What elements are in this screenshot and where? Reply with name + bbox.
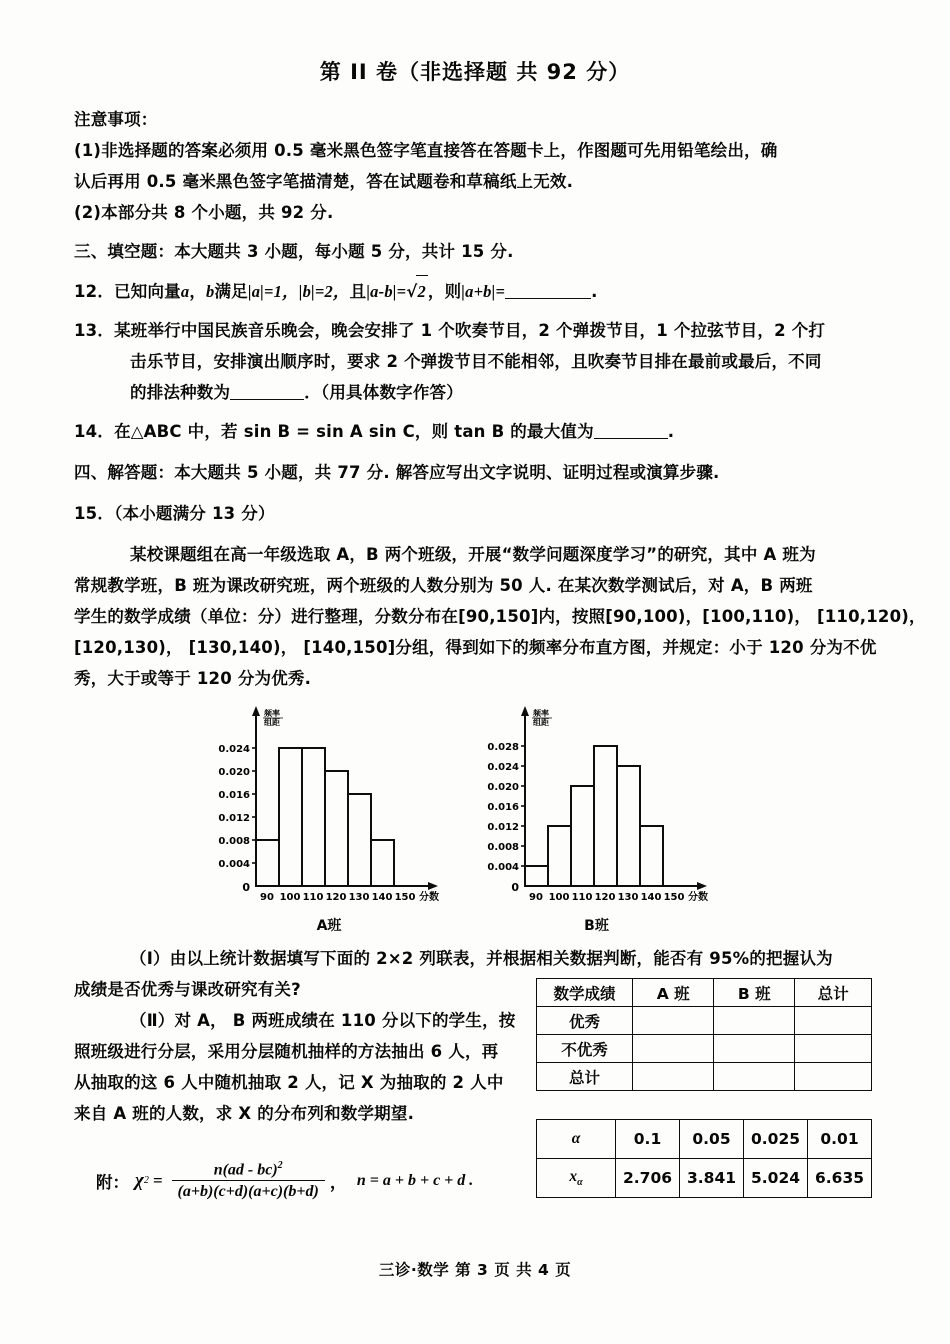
table-row — [537, 1120, 872, 1159]
contingency-cell-0-0[interactable] — [633, 1007, 714, 1035]
critical-alpha-0: 0.1 — [616, 1120, 680, 1159]
table-header-row — [537, 979, 872, 1007]
formula-numerator-text: n(ad - bc) — [213, 1161, 278, 1179]
contingency-header-0: 数学成绩 — [537, 979, 633, 1007]
q15-part-2-line-1: （Ⅱ）对 A， B 两班成绩在 110 分以下的学生，按 — [130, 1011, 516, 1030]
q12-vector-b: b — [206, 282, 215, 301]
x-tick-b-4: 120 — [594, 892, 616, 903]
contingency-row-2-label: 总计 — [537, 1063, 633, 1091]
q12-text-b: 满足 — [214, 282, 248, 301]
q13-answer-blank[interactable] — [230, 399, 304, 400]
table-row — [537, 1063, 872, 1091]
x-tick-a-3: 110 — [302, 892, 324, 903]
contingency-cell-1-2[interactable] — [795, 1035, 872, 1063]
q12-number: 12． — [74, 282, 115, 301]
formula-numerator — [172, 1160, 325, 1180]
formula-prefix: 附： — [96, 1172, 129, 1192]
notes-item-3: (2)本部分共 8 个小题，共 92 分. — [74, 203, 334, 222]
q12-text-d: ，则 — [427, 282, 462, 301]
y-axis-label-b-bottom: 组距 — [533, 718, 549, 727]
contingency-cell-2-1[interactable] — [714, 1063, 795, 1091]
contingency-cell-0-1[interactable] — [714, 1007, 795, 1035]
q13-text-3a: 的排法种数为 — [130, 383, 231, 402]
table-row — [537, 1007, 872, 1035]
y-tick-b-3: 0.012 — [487, 822, 519, 833]
histogram-class-b — [469, 704, 724, 935]
histogram-class-b-svg — [469, 704, 724, 909]
q15-body-line-1: 某校课题组在高一年级选取 A，B 两个班级，开展“数学问题深度学习”的研究，其中 A 班为 — [130, 545, 816, 564]
formula-tail: n = a + b + c + d . — [356, 1171, 474, 1189]
question-13-line-2: 击乐节目，安排演出顺序时，要求 2 个弹拨节目不能相邻，且吹奏节目排在最前或最后，不同 — [130, 352, 822, 371]
contingency-header-1: A 班 — [633, 979, 714, 1007]
critical-value-3: 6.635 — [808, 1159, 872, 1198]
question-13-line-3 — [74, 377, 880, 408]
contingency-row-0-label: 优秀 — [537, 1007, 633, 1035]
critical-x-symbol: x — [569, 1167, 578, 1185]
critical-x-subscript: α — [577, 1177, 583, 1189]
y-axis-label-a-bottom: 组距 — [264, 718, 280, 727]
q12-cond-2: |b|=2， — [298, 282, 350, 301]
q12-comma: ， — [189, 282, 207, 301]
q15-body-line-2: 常规教学班，B 班为课改研究班，两个班级的人数分别为 50 人. 在某次数学测试后，对 A，B 两班 — [74, 576, 813, 595]
notes-item-1: (1)非选择题的答案必须用 0.5 毫米黑色签字笔直接答在答题卡上，作图题可先用铅笔绘出，确 — [74, 141, 778, 160]
notes-item-2: 认后再用 0.5 毫米黑色签字笔描清楚，答在试题卷和草稿纸上无效. — [74, 172, 574, 191]
contingency-row-1-label: 不优秀 — [537, 1035, 633, 1063]
contingency-header-3: 总计 — [795, 979, 872, 1007]
q15-number: 15． — [74, 504, 115, 523]
formula-fraction — [172, 1160, 325, 1201]
y-tick-a-5: 0.020 — [218, 767, 250, 778]
q14-answer-blank[interactable] — [594, 438, 668, 439]
y-tick-a-6: 0.024 — [218, 744, 250, 755]
x-tick-b-7: 150 — [663, 892, 685, 903]
contingency-cell-2-2[interactable] — [795, 1063, 872, 1091]
formula-denominator: (a+b)(c+d)(a+c)(b+d) — [172, 1180, 325, 1201]
contingency-cell-1-0[interactable] — [633, 1035, 714, 1063]
q12-cond-1: |a|=1， — [247, 282, 299, 301]
section-3-heading: 三、填空题：本大题共 3 小题，每小题 5 分，共计 15 分. — [74, 242, 514, 261]
document-body — [0, 104, 950, 1129]
q12-radicand: 2 — [416, 275, 427, 307]
contingency-table — [536, 978, 872, 1091]
page-title: 第 II 卷（非选择题 共 92 分） — [319, 60, 631, 84]
critical-value-0: 2.706 — [616, 1159, 680, 1198]
q12-text-c: 且 — [349, 282, 367, 301]
histogram-class-a-svg — [204, 704, 454, 909]
q15-body-line-4: [120,130)， [130,140)， [140,150]分组，得到如下的频率分布直方图，并规定：小于 120 分为不优 — [74, 638, 877, 657]
critical-alpha-label: α — [537, 1120, 616, 1159]
x-tick-a-4: 120 — [325, 892, 347, 903]
table-row — [537, 1159, 872, 1198]
x-axis-label-b: 分数 — [688, 892, 708, 903]
y-tick-b-4: 0.016 — [487, 802, 519, 813]
y-axis-label-b-top: 频率 — [533, 709, 549, 718]
critical-value-2: 5.024 — [744, 1159, 808, 1198]
q15-score: （本小题满分 13 分） — [114, 504, 275, 523]
chi-exponent: 2 — [143, 1175, 149, 1187]
table-row — [537, 1035, 872, 1063]
critical-alpha-1: 0.05 — [680, 1120, 744, 1159]
y-tick-a-1: 0.004 — [218, 859, 250, 870]
x-tick-b-2: 100 — [548, 892, 570, 903]
critical-alpha-3: 0.01 — [808, 1120, 872, 1159]
q12-cond-4: |a+b|= — [461, 282, 506, 301]
formula-numerator-exponent: 2 — [277, 1160, 283, 1171]
y-tick-a-4: 0.016 — [218, 790, 250, 801]
chi-symbol: χ — [135, 1169, 144, 1191]
q12-period: . — [591, 282, 598, 301]
q15-part-2-line-2: 照班级进行分层，采用分层随机抽样的方法抽出 6 人，再 — [74, 1042, 499, 1061]
x-tick-a-6: 140 — [371, 892, 393, 903]
q15-part-1-line-2: 成绩是否优秀与课改研究有关? — [74, 980, 301, 999]
x-tick-a-5: 130 — [348, 892, 370, 903]
tables-container — [536, 978, 872, 1198]
question-14 — [74, 416, 880, 447]
q13-text-3b: ．（用具体数字作答） — [304, 383, 463, 402]
contingency-cell-0-2[interactable] — [795, 1007, 872, 1035]
y-tick-b-2: 0.008 — [487, 842, 519, 853]
y-tick-b-7: 0.028 — [487, 742, 519, 753]
notes-heading: 注意事项： — [74, 110, 158, 129]
q13-text-1: 某班举行中国民族音乐晚会，晚会安排了 1 个吹奏节目，2 个弹拨节目，1 个拉弦节目，2 个打 — [114, 321, 826, 340]
q14-text: 在△ABC 中，若 sin B = sin A sin C，则 tan B 的最大值为 — [114, 422, 594, 441]
section-4-heading: 四、解答题：本大题共 5 小题，共 77 分. 解答应写出文字说明、证明过程或演算步骤. — [74, 463, 720, 482]
contingency-cell-1-1[interactable] — [714, 1035, 795, 1063]
q15-part-2-line-4: 来自 A 班的人数，求 X 的分布列和数学期望. — [74, 1104, 415, 1123]
x-tick-a-1: 90 — [260, 892, 274, 903]
q15-part-1-line-1: （I）由以上统计数据填写下面的 2×2 列联表，并根据相关数据判断，能否有 95%的把握认为 — [130, 949, 833, 968]
histogram-class-a-caption: A班 — [316, 918, 342, 934]
contingency-cell-2-0[interactable] — [633, 1063, 714, 1091]
q15-body-line-5: 秀，大于或等于 120 分为优秀. — [74, 669, 312, 688]
q12-vector-a: a — [180, 282, 190, 301]
x-tick-b-5: 130 — [617, 892, 639, 903]
q13-number: 13． — [74, 321, 115, 340]
x-tick-a-7: 150 — [394, 892, 416, 903]
histograms-container — [74, 704, 880, 939]
histogram-class-a — [204, 704, 454, 935]
y-tick-b-6: 0.024 — [487, 762, 519, 773]
x-tick-b-1: 90 — [529, 892, 543, 903]
y-axis-label-a-top: 频率 — [264, 709, 280, 718]
x-tick-b-6: 140 — [640, 892, 662, 903]
question-15-header — [74, 498, 880, 529]
histogram-class-b-caption: B班 — [584, 918, 609, 934]
q14-period: . — [667, 422, 675, 441]
critical-value-1: 3.841 — [680, 1159, 744, 1198]
x-axis-label-a: 分数 — [419, 892, 439, 903]
question-12 — [74, 275, 880, 307]
q12-answer-blank[interactable] — [505, 298, 591, 299]
x-tick-b-3: 110 — [571, 892, 593, 903]
y-origin-label-a: 0 — [242, 881, 250, 894]
y-tick-b-1: 0.004 — [487, 862, 519, 873]
y-origin-label-b: 0 — [511, 881, 519, 894]
q12-cond-3: |a-b|= — [366, 282, 407, 301]
formula-comma: ， — [329, 1173, 347, 1193]
x-tick-a-2: 100 — [279, 892, 301, 903]
y-tick-a-2: 0.008 — [218, 836, 250, 847]
y-tick-b-5: 0.020 — [487, 782, 519, 793]
chi-square-formula — [96, 1160, 473, 1201]
page-footer: 三诊·数学 第 3 页 共 4 页 — [378, 1261, 572, 1279]
q15-part-2-line-3: 从抽取的这 6 人中随机抽取 2 人，记 X 为抽取的 2 人中 — [74, 1073, 504, 1092]
critical-x-label — [537, 1159, 616, 1198]
q12-text-a: 已知向量 — [114, 282, 181, 301]
question-13-line-1 — [74, 315, 880, 346]
critical-values-table — [536, 1119, 872, 1198]
y-tick-a-3: 0.012 — [218, 813, 250, 824]
q14-number: 14． — [74, 422, 115, 441]
contingency-header-2: B 班 — [714, 979, 795, 1007]
formula-equals: = — [152, 1170, 163, 1190]
q15-body-line-3: 学生的数学成绩（单位：分）进行整理，分数分布在[90,150]内，按照[90,100)，[100,110)， [110,120)， — [74, 607, 926, 626]
critical-alpha-2: 0.025 — [744, 1120, 808, 1159]
